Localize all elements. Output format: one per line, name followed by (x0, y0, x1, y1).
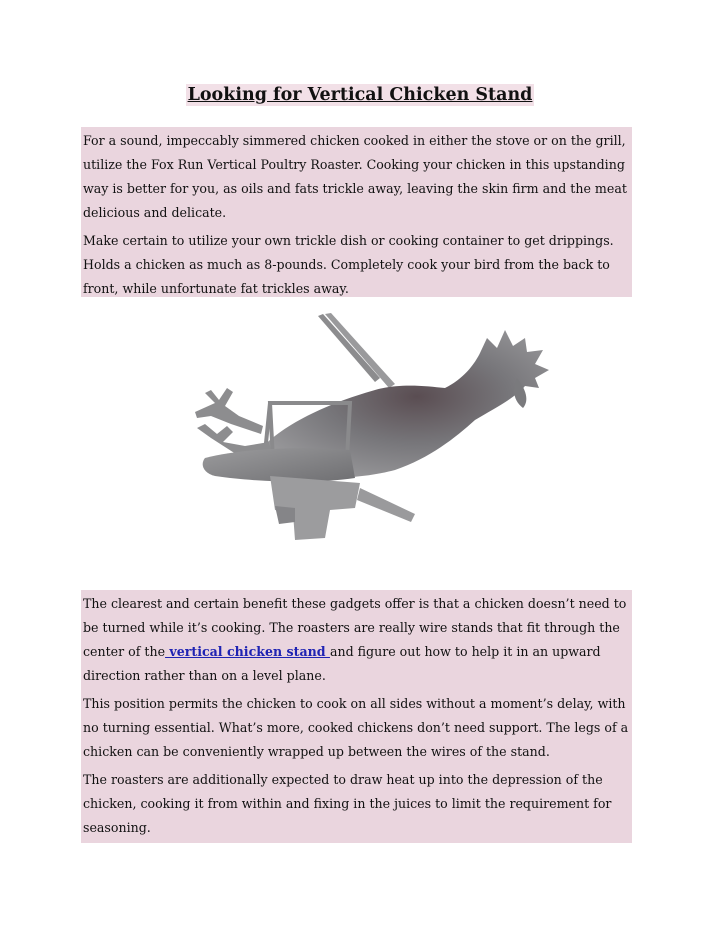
benefits-text-after-link: and figure out how to help it in an upward direction rather than on a level plane. (83, 644, 601, 683)
intro-paragraph-2: Make certain to utilize your own trickle dish or cooking container to get drippings. Holds a chicken as much as 8-pounds. Completely cook your bird from the back to front, while unfortunate fat trickles away. (83, 233, 614, 296)
page-title: Looking for Vertical Chicken Stand (187, 85, 533, 105)
intro-section (81, 127, 632, 297)
benefits-paragraph-3: The roasters are additionally expected to draw heat up into the depression of the chicken, cooking it from within and fixing in the juices to limit the requirement for seasoning. (83, 772, 612, 835)
benefits-paragraph-1 (83, 592, 630, 688)
rooster-roaster-image (175, 308, 565, 583)
benefits-paragraph-2: This position permits the chicken to cook on all sides without a moment’s delay, with no turning essential. What’s more, cooked chickens don’t need support. The legs of a chicken can be conveniently wrapped up between the wires of the stand. (83, 696, 629, 759)
benefits-text-before-link: The clearest and certain benefit these gadgets offer is that a chicken doesn’t need to be turned while it’s cooking. The roasters are really wire stands that fit through the center of the (83, 596, 627, 659)
benefits-section (81, 590, 632, 843)
intro-paragraph-1: For a sound, impeccably simmered chicken cooked in either the stove or on the grill, utilize the Fox Run Vertical Poultry Roaster. Cooking your chicken in this upstanding way is better for you, as oils and fats trickle away, leaving the skin firm and the meat delicious and delicate. (83, 133, 627, 220)
page-title-wrap (0, 84, 720, 106)
vertical-chicken-stand-link[interactable]: vertical chicken stand (165, 644, 330, 659)
